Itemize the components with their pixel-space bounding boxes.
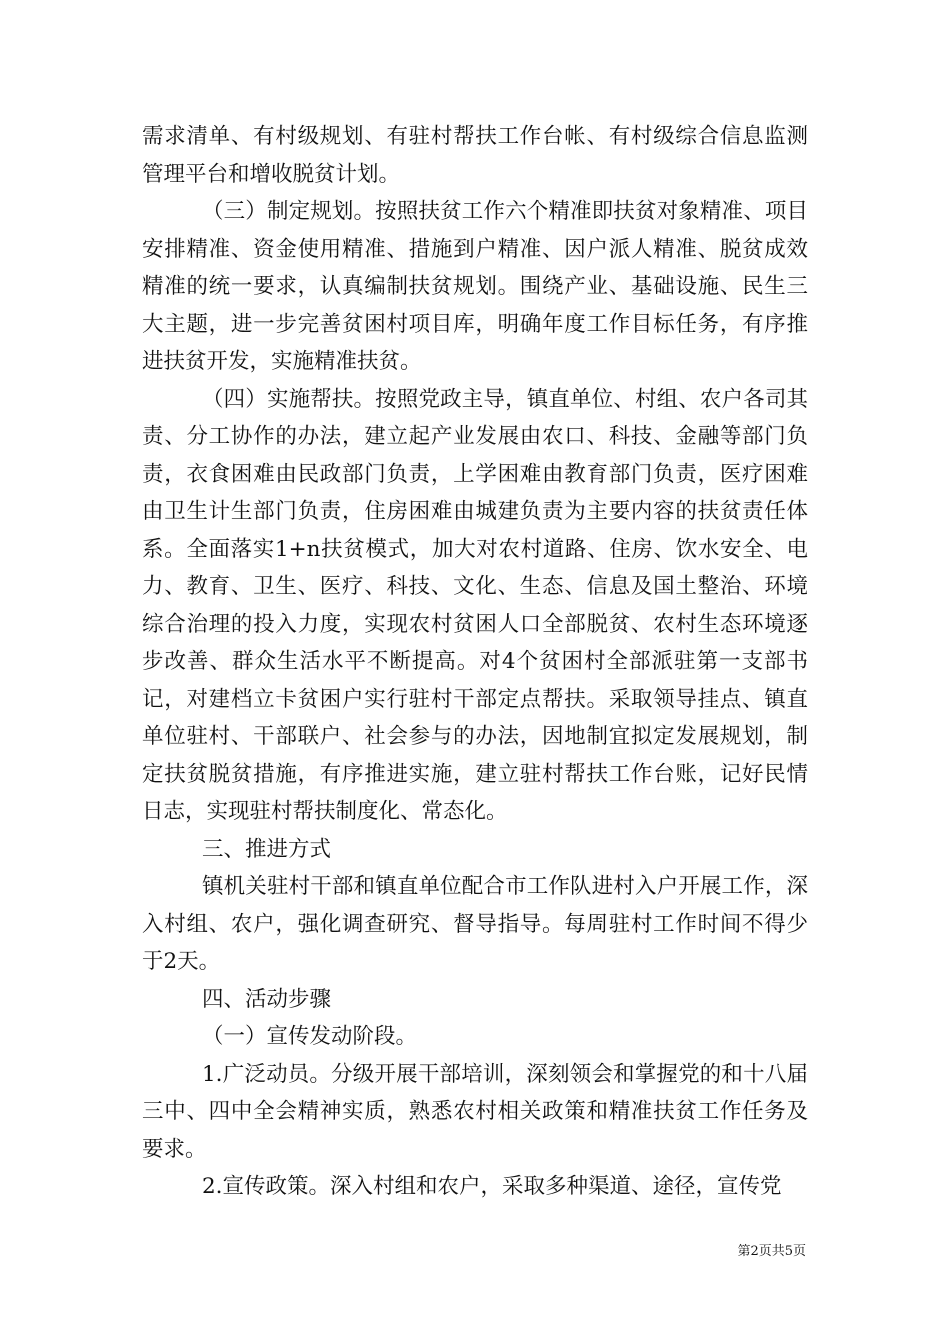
paragraph-mobilization: 1.广泛动员。分级开展干部培训，深刻领会和掌握党的和十八届三中、四中全会精神实质，熟悉农村相关政策和精准扶贫工作任务及要求。: [142, 1061, 808, 1162]
paragraph-continuation: 需求清单、有村级规划、有驻村帮扶工作台帐、有村级综合信息监测管理平台和增收脱贫计划。: [142, 124, 808, 187]
subheading-publicity-stage: （一）宣传发动阶段。: [202, 1024, 418, 1049]
document-body: [142, 118, 808, 1206]
paragraph-advance-method: 镇机关驻村干部和镇直单位配合市工作队进村入户开展工作，深入村组、农户，强化调查研究、督导指导。每周驻村工作时间不得少于2天。: [142, 874, 808, 974]
page-number-footer: 第2页共5页: [737, 1244, 806, 1259]
paragraph-make-plan: （三）制定规划。按照扶贫工作六个精准即扶贫对象精准、项目安排精准、资金使用精准、措施到户精准、因户派人精准、脱贫成效精准的统一要求，认真编制扶贫规划。围绕产业、基础设施、民生三大主题，进一步完善贫困村项目库，明确年度工作目标任务，有序推进扶贫开发，实施精准扶贫。: [142, 199, 808, 374]
section-heading-activity-steps: 四、活动步骤: [202, 986, 332, 1012]
section-heading-advance-method: 三、推进方式: [202, 836, 332, 862]
paragraph-implement-assistance: （四）实施帮扶。按照党政主导，镇直单位、村组、农户各司其责、分工协作的办法，建立起产业发展由农口、科技、金融等部门负责，衣食困难由民政部门负责，上学困难由教育部门负责，医疗困难由卫生计生部门负责，住房困难由城建负责为主要内容的扶贫责任体系。全面落实1+n扶贫模式，加大对农村道路、住房、饮水安全、电力、教育、卫生、医疗、科技、文化、生态、信息及国土整治、环境综合治理的投入力度，实现农村贫困人口全部脱贫、农村生态环境逐步改善、群众生活水平不断提高。对4个贫困村全部派驻第一支部书记，对建档立卡贫困户实行驻村干部定点帮扶。采取领导挂点、镇直单位驻村、干部联户、社会参与的办法，因地制宜拟定发展规划，制定扶贫脱贫措施，有序推进实施，建立驻村帮扶工作台账，记好民情日志，实现驻村帮扶制度化、常态化。: [142, 386, 808, 824]
paragraph-policy-publicity: 2.宣传政策。深入村组和农户，采取多种渠道、途径，宣传党: [202, 1174, 782, 1199]
